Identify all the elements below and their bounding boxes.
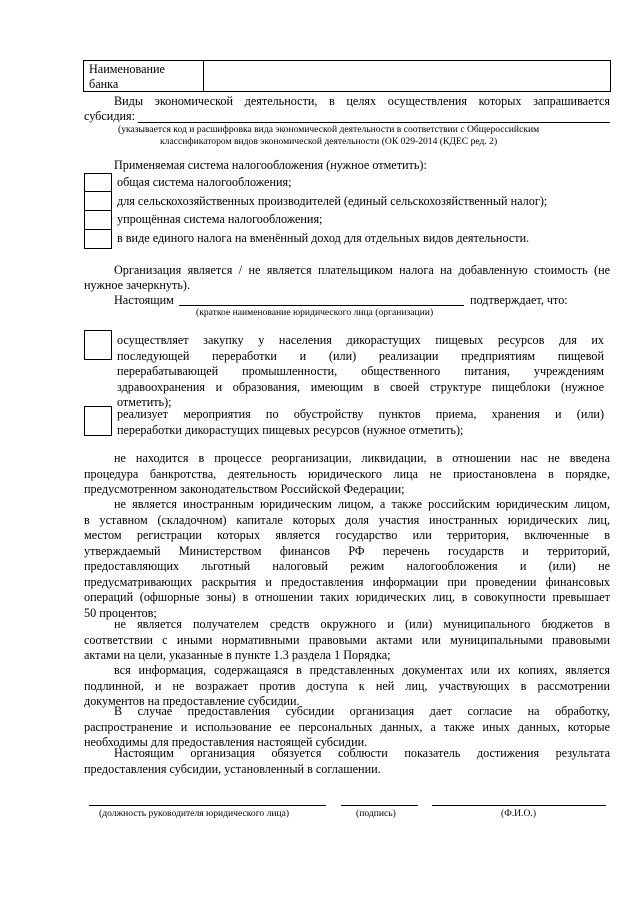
p3-line: не является получателем средств окружного и (или) муниципального бюджетов в <box>114 617 610 631</box>
check-item-procurement <box>117 333 604 411</box>
confirm-tail: подтверждает, что: <box>470 293 568 307</box>
signature-position-line[interactable] <box>89 805 326 806</box>
para-obligation <box>84 746 610 777</box>
activity-text: Виды экономической деятельности, в целях осуществления которых запрашивается <box>114 94 610 108</box>
p4-line: документов на предоставление субсидии. <box>84 694 300 708</box>
activity-label: субсидия: <box>84 109 136 123</box>
bank-table-divider <box>203 60 204 92</box>
signature-name-label: (Ф.И.О.) <box>501 808 537 819</box>
confirm-lead: Настоящим <box>114 293 174 307</box>
signature-position-label: (должность руководителя юридического лица) <box>99 808 290 819</box>
p1-line: предусмотренном законодательством Российской Федерации; <box>84 482 405 496</box>
para-information <box>84 663 610 710</box>
check2-line: переработки дикорастущих пищевых ресурсов (нужное отметить); <box>117 422 464 437</box>
p2-line: в уставном (складочном) капитале которых доля участия иностранных юридических лиц, <box>84 512 610 527</box>
tax-checkbox-general[interactable] <box>84 173 112 192</box>
para-reorganization <box>84 451 610 498</box>
check1-line: осуществляет закупку у населения дикорастущих пищевых ресурсов для их <box>117 333 604 347</box>
p1-line: не находится в процессе реорганизации, ликвидации, в отношении нас не введена <box>114 451 610 465</box>
para-budget <box>84 617 610 664</box>
bank-label-1: Наименование <box>89 62 165 76</box>
tax-option-agri: для сельскохозяйственных производителей (единый сельскохозяйственный налог); <box>117 194 548 208</box>
p4-line: вся информация, содержащаяся в представленных документах или их копиях, является <box>114 663 610 677</box>
tax-option-simplified: упрощённая система налогообложения; <box>117 212 323 226</box>
p1-line: процедура банкротства, деятельность юридического лица не приостановлена в порядке, <box>84 466 610 481</box>
p2-line: операций (офшорные зоны) в отношении таких юридических лиц, в совокупности превышает <box>84 590 610 604</box>
p2-line: утверждаемый Министерством финансов РФ перечень государств и территорий, <box>84 543 610 558</box>
p5-line: В случае предоставления субсидии организация дает согласие на обработку, <box>114 704 610 718</box>
check1-line: перерабатывающей промышленности, общественного питания, учреждениям <box>117 364 604 378</box>
p4-line: подлинной, и не возражает против доступа к ней лиц, участвующих в рассмотрении <box>84 678 610 693</box>
check1-line: отметить); <box>117 395 172 409</box>
tax-option-imputed: в виде единого налога на вменённый доход для отдельных видов деятельности. <box>117 231 530 245</box>
check-box-procurement[interactable] <box>84 330 112 360</box>
signature-sign-label: (подпись) <box>356 808 396 819</box>
activity-input-line[interactable] <box>138 122 610 123</box>
check1-line: здравоохранения и образования, имеющим в своей структуре пищеблоки (нужное <box>117 379 604 394</box>
vat-line-1: Организация является / не является плательщиком налога на добавленную стоимость (не <box>114 263 610 277</box>
signature-sign-line[interactable] <box>341 805 418 806</box>
vat-line-2: нужное зачеркнуть). <box>84 278 190 292</box>
p6-line: предоставления субсидии, установленный в соглашении. <box>84 761 381 776</box>
signature-name-line[interactable] <box>432 805 606 806</box>
tax-checkbox-agri[interactable] <box>84 191 112 211</box>
tax-option-general: общая система налогообложения; <box>117 175 292 189</box>
p5-line: распространение и использование ее персональных данных, а также иных данных, которые <box>84 719 610 734</box>
p2-line: не является иностранным юридическим лицом, а также российским юридическим лицом, <box>114 497 610 511</box>
check-box-facilities[interactable] <box>84 406 112 436</box>
p6-line: Настоящим организация обязуется соблюсти показатель достижения результата <box>114 746 610 760</box>
confirm-hint: (краткое наименование юридического лица (организации) <box>196 307 434 318</box>
tax-checkbox-simplified[interactable] <box>84 210 112 230</box>
org-name-input-line[interactable] <box>179 305 464 306</box>
bank-name-field[interactable] <box>205 61 609 91</box>
p3-line: соответствии с иными нормативными правовыми актами или муниципальными правовыми <box>84 632 610 647</box>
activity-hint-2: классификатором видов экономической деятельности (ОК 029-2014 (КДЕС ред. 2) <box>160 136 498 147</box>
p2-line: местом регистрации которых является государство или территория, включенные в <box>84 528 610 542</box>
activity-hint-1: (указывается код и расшифровка вида экономической деятельности в соответствии с Общероссийским <box>118 124 540 135</box>
p2-line: предоставляющих льготный налоговый режим налогообложения и (или) не <box>84 559 610 573</box>
check-item-facilities <box>117 407 604 438</box>
tax-checkbox-imputed[interactable] <box>84 229 112 249</box>
p2-line: предусматривающих раскрытия и предоставления информации при проведении финансовых <box>84 574 610 589</box>
check2-line: реализует мероприятия по обустройству пунктов приема, хранения и (или) <box>117 407 604 421</box>
bank-label-2: банка <box>89 77 119 91</box>
p3-line: актами на цели, указанные в пункте 1.3 раздела 1 Порядка; <box>84 648 391 662</box>
para-consent <box>84 704 610 751</box>
p5-line: необходимы для предоставления настоящей субсидии. <box>84 735 368 749</box>
tax-heading: Применяемая система налогообложения (нужное отметить): <box>114 158 427 172</box>
p2-line: 50 процентов; <box>84 605 157 620</box>
check1-line: последующей переработки и (или) реализации предприятиям пищевой <box>117 348 604 363</box>
para-foreign <box>84 497 610 621</box>
